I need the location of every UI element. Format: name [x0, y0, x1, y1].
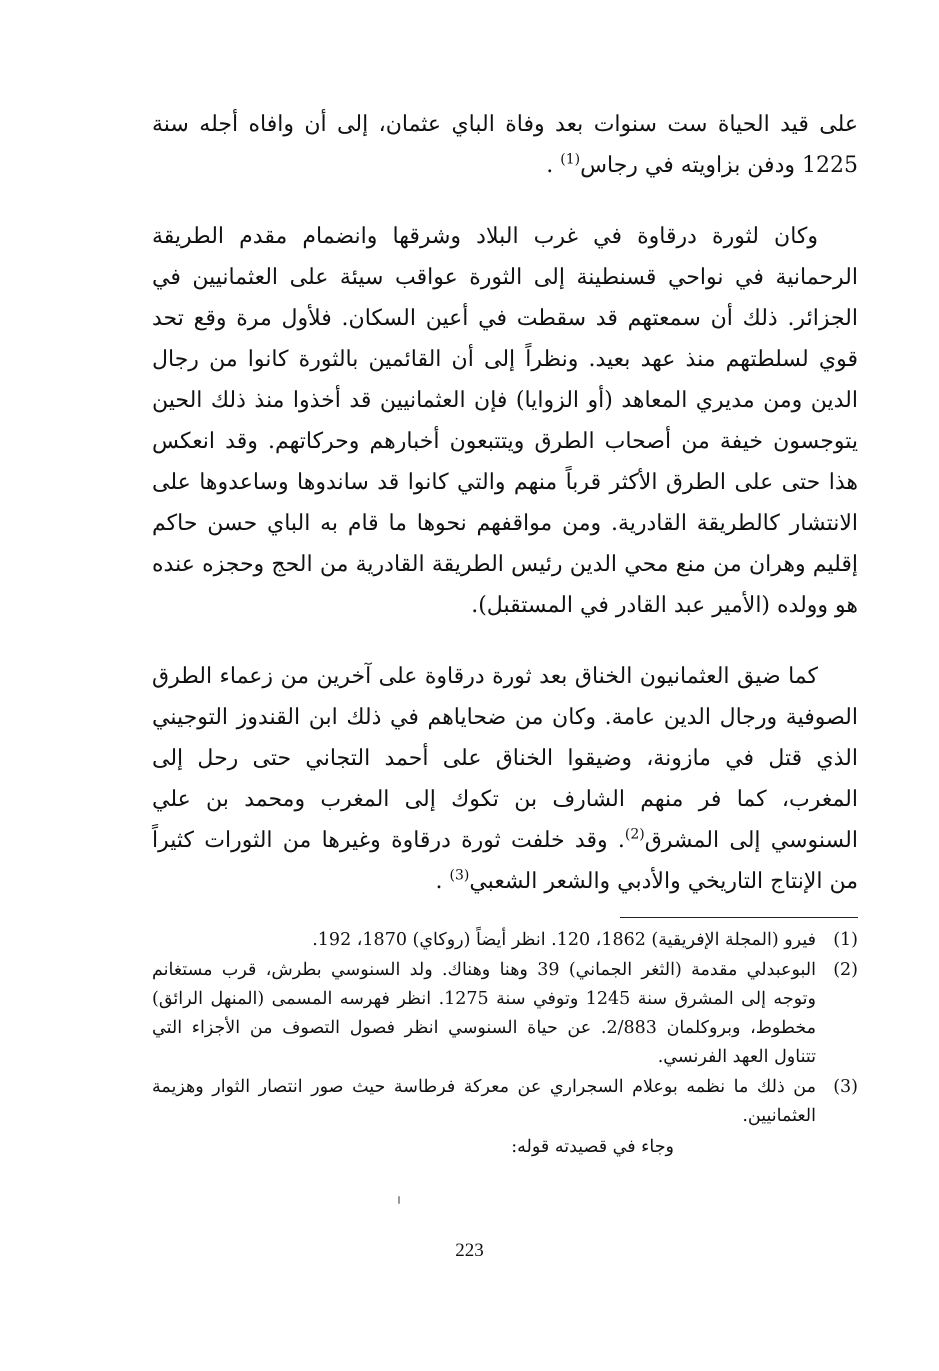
footnote-3-continuation: وجاء في قصيدته قوله: [511, 1137, 674, 1157]
footnote-number: (2) [833, 960, 858, 980]
scan-speck [398, 1196, 400, 1204]
footnotes-section [152, 926, 858, 1162]
paragraph-1-text: على قيد الحياة ست سنوات بعد وفاة الباي عثمان، إلى أن وافاه أجله سنة 1225 ودفن بزاويته في رجاس [152, 112, 858, 178]
paragraph-3-text-b: . وقد خلفت ثورة درقاوة وغيرها من الثورات كثيراً من الإنتاج التاريخي والأدبي والشعر الشعبي [152, 828, 858, 894]
footnote-text: البوعبدلي مقدمة (الثغر الجماني) 39 وهنا وهناك. ولد السنوسي بطرش، قرب مستغانم وتوجه إلى المشرق سنة 1245 وتوفي سنة 1275. انظر فهرسه المسمى (المنهل الرائق) مخطوط، وبروكلمان 2/883. عن حياة السنوسي انظر فصول التصوف من الأجزاء التي تتناول العهد الفرنسي. [152, 960, 816, 1067]
footnote-divider [620, 917, 858, 918]
paragraph-3-end: . [435, 869, 450, 894]
paragraph-1-end: . [546, 153, 561, 178]
footnote-ref-3: (3) [449, 867, 470, 884]
footnote-number: (1) [833, 930, 858, 950]
footnote-2 [152, 956, 858, 1072]
paragraph-3 [152, 656, 858, 902]
page-number: 223 [455, 1240, 484, 1261]
footnote-ref-1: (1) [560, 151, 581, 168]
footnote-ref-2: (2) [624, 826, 645, 843]
paragraph-1 [152, 104, 858, 186]
footnote-3 [152, 1073, 858, 1131]
paragraph-2: وكان لثورة درقاوة في غرب البلاد وشرقها وانضمام مقدم الطريقة الرحمانية في نواحي قسنطينة إلى الثورة عواقب سيئة على العثمانيين في الجزائر. ذلك أن سمعتهم قد سقطت في أعين السكان. فلأول مرة وقع تحد قوي لسلطتهم منذ عهد بعيد. ونظراً إلى أن القائمين بالثورة كانوا من رجال الدين ومن مديري المعاهد (أو الزوايا) فإن العثمانيين قد أخذوا منذ ذلك الحين يتوجسون خيفة من أصحاب الطرق ويتتبعون أخبارهم وحركاتهم. وقد انعكس هذا حتى على الطرق الأكثر قرباً منهم والتي كانوا قد ساندوها وساعدوها على الانتشار كالطريقة القادرية. ومن مواقفهم نحوها ما قام به الباي حسن حاكم إقليم وهران من منع محي الدين رئيس الطريقة القادرية من الحج وحجزه عنده هو وولده (الأمير عبد القادر في المستقبل). [152, 224, 858, 618]
paragraph-3-text-a: كما ضيق العثمانيون الخناق بعد ثورة درقاوة على آخرين من زعماء الطرق الصوفية ورجال الدين عامة. وكان من ضحاياهم في ذلك ابن القندوز التوجيني الذي قتل في مازونة، وضيقوا الخناق على أحمد التجاني حتى رحل إلى المغرب، كما فر منهم الشارف بن تكوك إلى المغرب ومحمد بن علي السنوسي إلى المشرق [152, 664, 858, 853]
footnote-text: فيرو (المجلة الإفريقية) 1862، 120. انظر أيضاً (روكاي) 1870، 192. [312, 930, 816, 950]
footnote-1 [152, 926, 858, 955]
footnote-text: من ذلك ما نظمه بوعلام السجراري عن معركة فرطاسة حيث صور انتصار الثوار وهزيمة العثمانيين. [152, 1077, 816, 1126]
footnote-number: (3) [833, 1077, 858, 1097]
